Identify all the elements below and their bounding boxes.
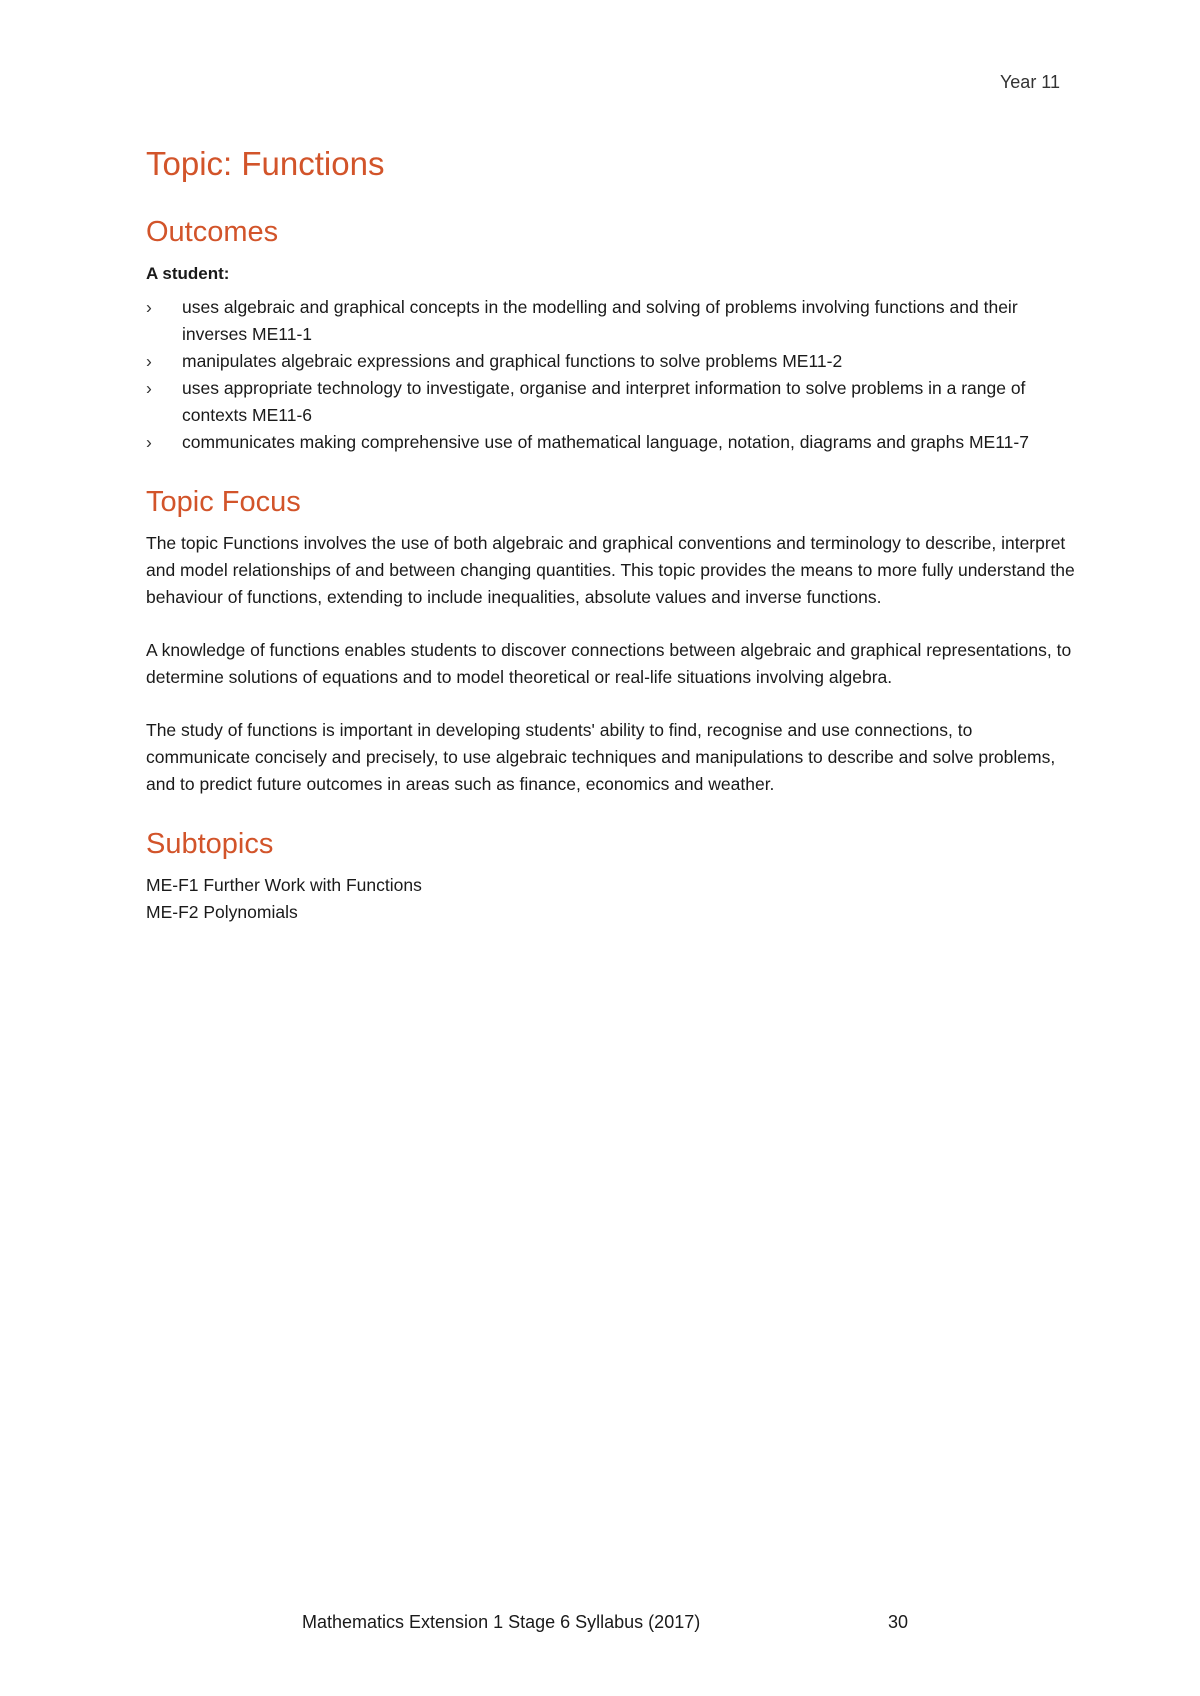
subtopic-item: ME-F1 Further Work with Functions [146, 875, 422, 895]
chevron-right-icon: › [146, 351, 152, 371]
outcomes-list [146, 294, 1076, 456]
chevron-right-icon: › [146, 432, 152, 452]
outcomes-intro: A student: [146, 264, 230, 283]
page-header-year: Year 11 [999, 72, 1060, 92]
subtopics-heading: Subtopics [146, 828, 274, 860]
focus-paragraph: A knowledge of functions enables students to discover connections between algebraic and graphical representations, to determine solutions of equations and to model theoretical or real-life situations involving algebra. [146, 640, 1072, 687]
outcome-text: uses appropriate technology to investigate, organise and interpret information to solve problems in a range of contexts ME11-6 [182, 378, 1026, 425]
outcomes-heading: Outcomes [146, 216, 279, 248]
outcome-text: uses algebraic and graphical concepts in the modelling and solving of problems involving functions and their inverses ME11-1 [182, 297, 1018, 344]
outcome-item [146, 348, 1076, 375]
chevron-right-icon: › [146, 297, 152, 317]
subtopics-list [146, 872, 1076, 926]
outcome-text: communicates making comprehensive use of mathematical language, notation, diagrams and graphs ME11-7 [182, 432, 1029, 452]
page-content [146, 140, 1076, 926]
outcome-item [146, 294, 1076, 348]
subtopic-item: ME-F2 Polynomials [146, 902, 298, 922]
focus-paragraph: The study of functions is important in developing students' ability to find, recognise and use connections, to communicate concisely and precisely, to use algebraic techniques and manipulations to describe and solve problems, and to predict future outcomes in areas such as finance, economics and weather. [146, 720, 1056, 794]
topic-title: Topic: Functions [146, 145, 385, 182]
outcome-text: manipulates algebraic expressions and graphical functions to solve problems ME11-2 [182, 351, 843, 371]
footer-page-number: 30 [888, 1612, 909, 1632]
focus-paragraph: The topic Functions involves the use of both algebraic and graphical conventions and terminology to describe, interpret and model relationships of and between changing quantities. This topic provides the means to more fully understand the behaviour of functions, extending to include inequalities, absolute values and inverse functions. [146, 533, 1075, 607]
topic-focus-heading: Topic Focus [146, 486, 301, 518]
footer-document-title: Mathematics Extension 1 Stage 6 Syllabus (2017) [302, 1612, 701, 1632]
chevron-right-icon: › [146, 378, 152, 398]
outcome-item [146, 429, 1076, 456]
outcome-item [146, 375, 1076, 429]
